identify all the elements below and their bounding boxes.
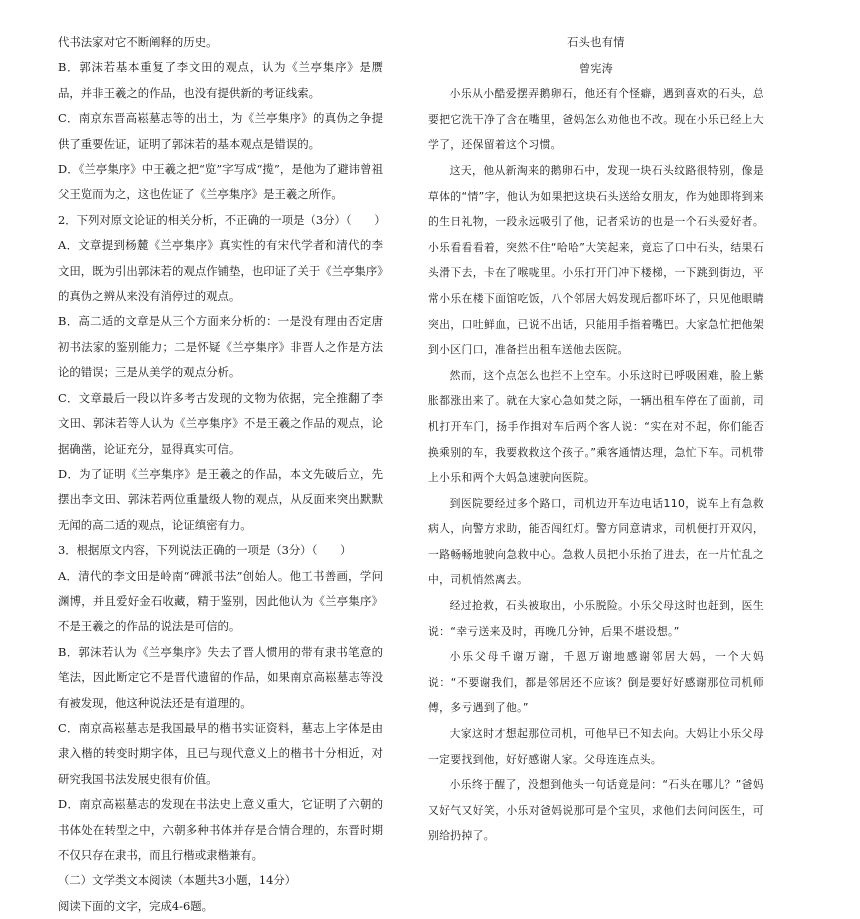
left-line: 代书法家对它不断阐释的历史。 [58, 35, 218, 49]
q2-option-a: A．文章提到杨麓《兰亭集序》真实性的有宋代学者和清代的李文田，既为引出郭沫若的观点作铺垫，也印证了关于《兰亭集序》的真伪之辨从来没有消停过的观点。 [58, 238, 383, 304]
left-option-d: D．《兰亭集序》中王羲之把“览”字写成“揽”，是他为了避讳曾祖父王览而为之，这也佐证了《兰亭集序》是王羲之所作。 [58, 162, 383, 202]
story-paragraph: 然而，这个点怎么也拦不上空车。小乐这时已呼吸困难，脸上紫胀都涨出来了。就在大家心急如焚之际，一辆出租车停在了面前，司机打开车门，扬手作揖对车后两个客人说：“实在对不起，你们能否换乘别的车，我要救救这个孩子。”乘客通情达理，急忙下车。司机带上小乐和两个大妈急速驶向医院。 [428, 368, 764, 485]
story-title: 石头也有情 [567, 36, 625, 49]
story-paragraph: 到医院要经过多个路口，司机边开车边电话110，说车上有急救病人，向警方求助，能否闯红灯。警方同意请求，司机便打开双闪，一路畅畅地驶向急救中心。急救人员把小乐抬了进去，在一片忙乱之中，司机悄然离去。 [428, 496, 764, 587]
story-paragraph: 这天，他从新淘来的鹅卵石中，发现一块石头纹路很特别，像是草体的“情”字，他认为如果把这块石头送给女朋友，作为她即将到来的生日礼物，一段永远吸引了他，记者采访的也是一个石头爱好者。小乐看看看着，突然不住“哈哈”大笑起来，竟忘了口中石头，结果石头滑下去，卡在了喉咙里。小乐打开门冲下楼梯，一下跳到街边，平常小乐在楼下面馆吃饭，八个邻居大妈发现后都吓坏了，只见他眼睛突出，口吐鲜血，已说不出话，只能用手指着嘴巴。大家急忙把他架到小区门口，准备拦出租车送他去医院。 [428, 163, 764, 357]
left-option-c: C．南京东晋高崧墓志等的出土，为《兰亭集序》的真伪之争提供了重要佐证，证明了郭沫若的基本观点是错误的。 [58, 111, 383, 151]
story-paragraph: 小乐终于醒了，没想到他头一句话竟是问：“石头在哪儿？”爸妈又好气又好笑，小乐对爸妈说那可是个宝贝，求他们去问问医生，可别给扔掉了。 [428, 778, 764, 843]
question-2: 2．下列对原文论证的相关分析，不正确的一项是（3分）（ ） [58, 212, 386, 227]
left-option-b: B．郭沫若基本重复了李文田的观点，认为《兰亭集序》是赝品，并非王羲之的作品，也没有提供新的考证线索。 [58, 60, 383, 100]
q2-option-c: C．文章最后一段以许多考古发现的文物为依据，完全推翻了李文田、郭沫若等人认为《兰亭集序》不是王羲之作品的观点，论据确凿，论证充分，显得真实可信。 [58, 390, 383, 456]
q3-option-a: A．清代的李文田是岭南“碑派书法”创始人。他工书善画，学问渊博，并且爱好金石收藏，精于鉴别，因此他认为《兰亭集序》不是王羲之的作品的说法是可信的。 [58, 568, 383, 634]
story-paragraph: 大家这时才想起那位司机，可他早已不知去向。大妈让小乐父母一定要找到他，好好感谢人家。父母连连点头。 [428, 727, 764, 766]
section-heading: （二）文学类文本阅读（本题共3小题，14分） [58, 873, 297, 888]
q3-option-c: C．南京高崧墓志是我国最早的楷书实证资料，墓志上字体是由隶入楷的转变时期字体，且已与现代意义上的楷书十分相近，对研究我国书法发展史很有价值。 [58, 720, 383, 786]
question-3: 3．根据原文内容，下列说法正确的一项是（3分）（ ） [58, 543, 352, 558]
right-column [428, 30, 764, 849]
left-column [58, 30, 386, 919]
q3-option-d: D．南京高崧墓志的发现在书法史上意义重大，它证明了六朝的书体处在转型之中，六朝多种书体并存是合情合理的，东晋时期不仅只存在隶书，而且行楷或隶楷兼有。 [58, 797, 383, 862]
reading-instruction: 阅读下面的文字，完成4-6题。 [58, 898, 214, 913]
q2-option-b: B．高二适的文章是从三个方面来分析的：一是没有理由否定唐初书法家的鉴别能力；二是怀疑《兰亭集序》非晋人之作是方法论的错误；三是从美学的观点分析。 [58, 314, 383, 380]
story-paragraph: 小乐父母千谢万谢，千恩万谢地感谢邻居大妈，一个大妈说：“不要谢我们，都是邻居还不应该？倒是要好好感谢那位司机师傅，多亏遇到了他。” [428, 650, 764, 715]
q3-option-b: B．郭沫若认为《兰亭集序》失去了晋人惯用的带有隶书笔意的笔法，因此断定它不是晋代遗留的作品，如果南京高崧墓志等没有被发现，他这种说法还是有道理的。 [58, 644, 383, 710]
q2-option-d: D．为了证明《兰亭集序》是王羲之的作品，本文先破后立，先摆出李文田、郭沫若两位重量级人物的观点，从反面来突出默默无闻的高二适的观点，论证缜密有力。 [58, 466, 383, 532]
story-paragraph: 经过抢救，石头被取出，小乐脱险。小乐父母这时也赶到，医生说：“幸亏送来及时，再晚几分钟，后果不堪设想。” [428, 599, 764, 638]
story-author: 曾宪涛 [578, 61, 614, 75]
story-paragraph: 小乐从小酷爱摆弄鹅卵石，他还有个怪癖，遇到喜欢的石头，总要把它洗干净了含在嘴里，爸妈怎么劝他也不改。现在小乐已经上大学了，还保留着这个习惯。 [428, 87, 764, 152]
